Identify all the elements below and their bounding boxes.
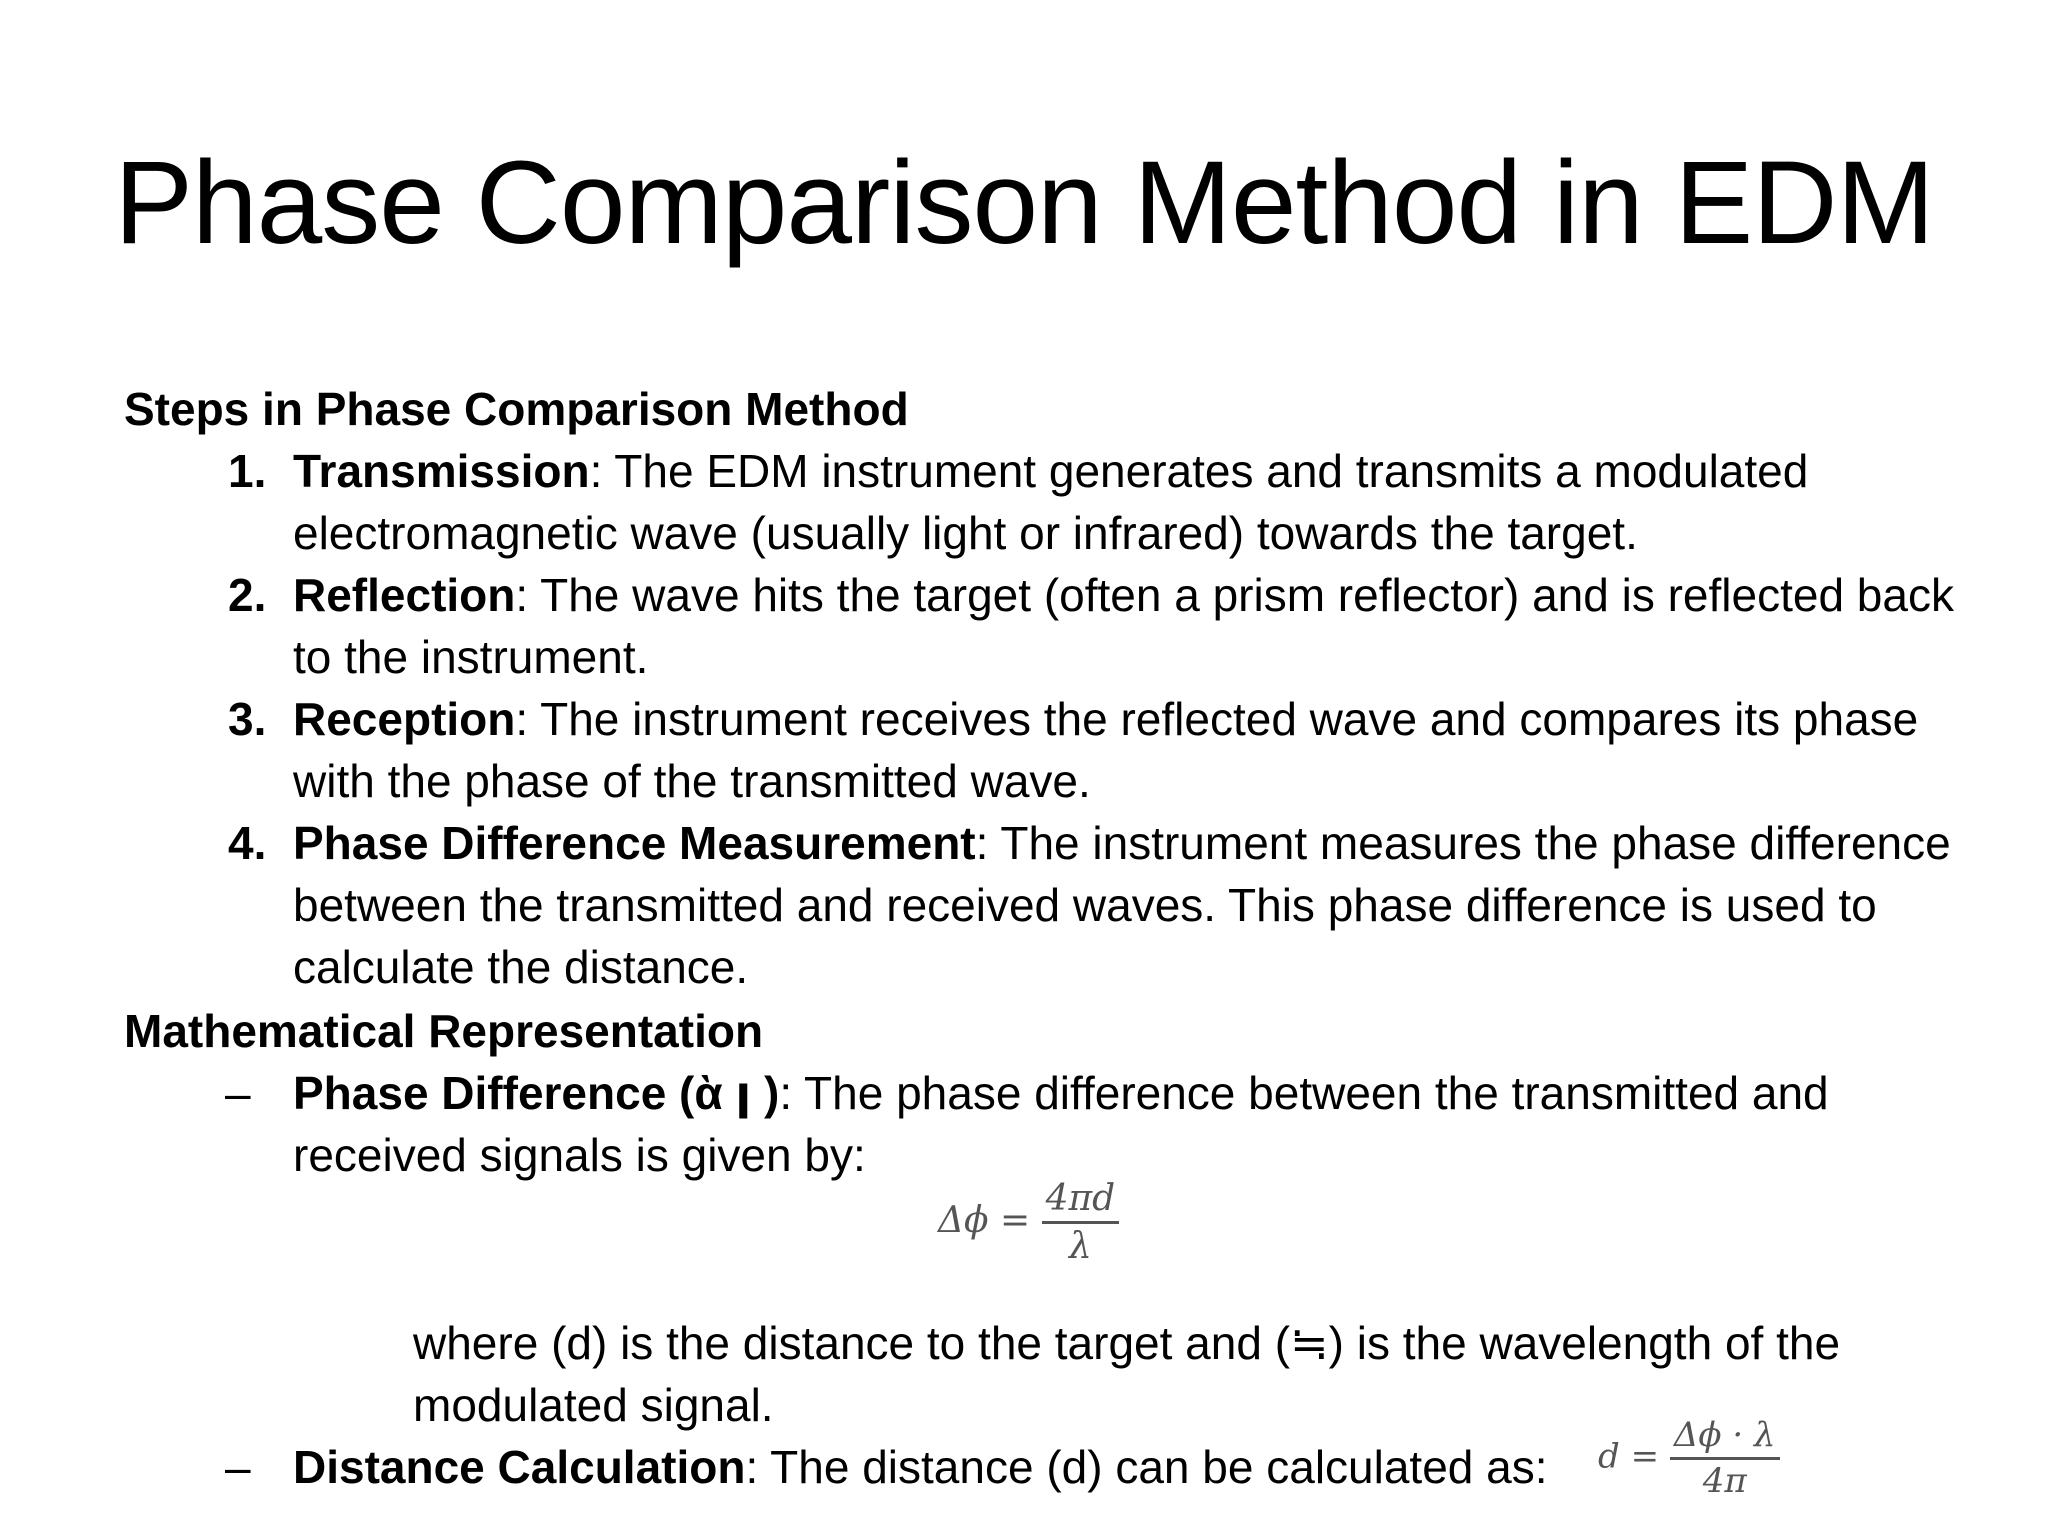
formula-fraction xyxy=(1042,1178,1120,1268)
step-term: Reflection xyxy=(293,569,516,621)
step-item-2 xyxy=(228,564,1973,688)
step-item-3 xyxy=(228,688,1973,812)
step-item-4 xyxy=(228,812,1973,998)
step-text: : The wave hits the target (often a prism reflector) and is reflected back to the instrument. xyxy=(293,569,1954,683)
step-term: Reception xyxy=(293,693,516,745)
formula-numerator: 4πd xyxy=(1042,1178,1120,1224)
dash-bullet: – xyxy=(225,1441,251,1493)
formula-numerator: Δϕ · λ xyxy=(1670,1416,1780,1460)
math-term: Phase Difference (ὰ ꞁ ) xyxy=(293,1067,780,1119)
step-text: : The instrument measures the phase difference between the transmitted and received waves. This phase difference is used to calculate the distance. xyxy=(293,817,1951,993)
formula-lhs: d = xyxy=(1598,1436,1660,1477)
step-text: : The EDM instrument generates and transmits a modulated electromagnetic wave (usually light or infrared) towards the target. xyxy=(293,445,1809,559)
math-heading: Mathematical Representation xyxy=(124,1005,764,1057)
slide-title: Phase Comparison Method in EDM xyxy=(114,137,1934,269)
step-number: 1. xyxy=(228,445,267,497)
step-number: 4. xyxy=(228,817,267,869)
formula-denominator: 4π xyxy=(1702,1461,1747,1502)
dash-bullet: – xyxy=(225,1067,251,1119)
math-text: : The phase difference between the transmitted and received signals is given by: xyxy=(293,1067,1829,1181)
step-item-1 xyxy=(228,440,1973,564)
math-text: : The distance (d) can be calculated as: xyxy=(745,1441,1548,1493)
phase-difference-formula xyxy=(938,1178,1119,1268)
formula-denominator: λ xyxy=(1069,1226,1092,1268)
where-text: where (d) is the distance to the target and (≒) is the wavelength of the modulated signal. xyxy=(413,1317,1841,1431)
step-term: Transmission xyxy=(293,445,590,497)
math-term: Distance Calculation xyxy=(293,1441,746,1493)
step-number: 2. xyxy=(228,569,267,621)
step-number: 3. xyxy=(228,693,267,745)
math-item-phase-difference xyxy=(225,1062,1973,1186)
step-text: : The instrument receives the reflected wave and compares its phase with the phase of the transmitted wave. xyxy=(293,693,1919,807)
distance-formula xyxy=(1598,1416,1780,1501)
formula-fraction xyxy=(1670,1416,1780,1501)
steps-heading: Steps in Phase Comparison Method xyxy=(124,383,909,435)
step-term: Phase Difference Measurement xyxy=(293,817,976,869)
formula-lhs: Δϕ = xyxy=(938,1199,1031,1241)
